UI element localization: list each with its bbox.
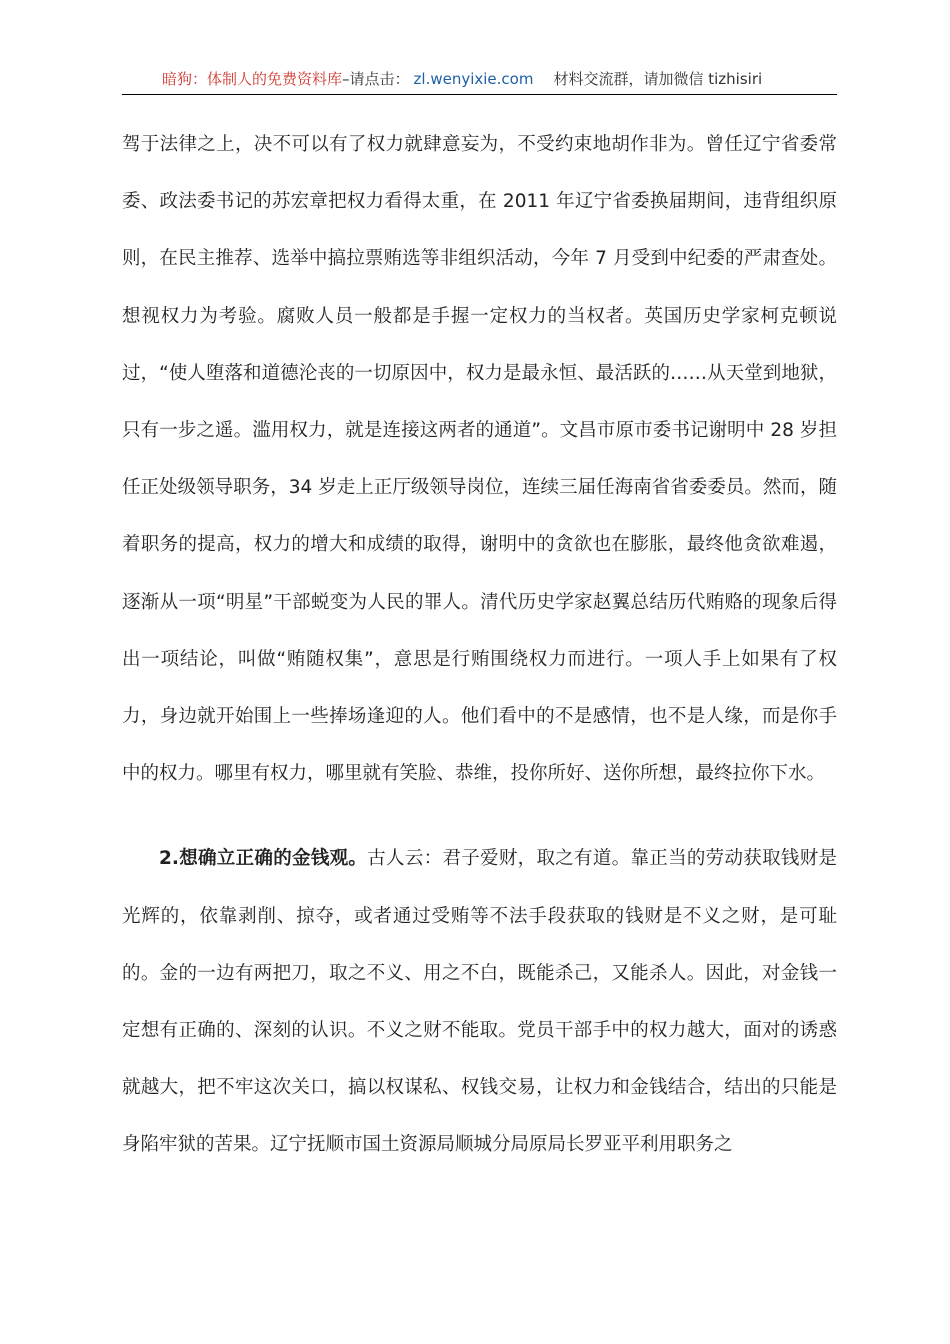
page-header [122, 68, 837, 95]
paragraph-1 [122, 116, 837, 802]
paragraph-2 [122, 830, 837, 1173]
header-wechat-note: 材料交流群，请加微信 tizhisiri [553, 70, 763, 88]
document-body [122, 116, 837, 1174]
header-click-prompt: –请点击： [342, 70, 410, 88]
paragraph-1-text: 驾于法律之上，决不可以有了权力就肆意妄为，不受约束地胡作非为。曾任辽宁省委常委、政法委书记的苏宏章把权力看得太重，在 2011 年辽宁省委换届期间，违背组织原则，在民主推荐、选举中搞拉票贿选等非组织活动，今年 7 月受到中纪委的严肃查处。想视权力为考验。腐败人员一般都是手握一定权力的当权者。英国历史学家柯克顿说过，“使人堕落和道德沦丧的一切原因中，权力是最永恒、最活跃的……从天堂到地狱，只有一步之遥。滥用权力，就是连接这两者的通道”。文昌市原市委书记谢明中 28 岁担任正处级领导职务，34 岁走上正厅级领导岗位，连续三届任海南省省委委员。然而，随着职务的提高，权力的增大和成绩的取得，谢明中的贪欲也在膨胀，最终他贪欲难遏，逐渐从一项“明星”干部蜕变为人民的罪人。清代历史学家赵翼总结历代贿赂的现象后得出一项结论，叫做“贿随权集”，意思是行贿围绕权力而进行。一项人手上如果有了权力，身边就开始围上一些捧场逢迎的人。他们看中的不是感情，也不是人缘，而是你手中的权力。哪里有权力，哪里就有笑脸、恭维，投你所好、送你所想，最终拉你下水。 [122, 134, 837, 785]
paragraph-2-heading: 2.想确立正确的金钱观。 [159, 848, 368, 870]
header-site-link[interactable]: zl.wenyixie.com [413, 70, 534, 88]
header-brand: 暗狗：体制人的免费资料库 [162, 70, 343, 88]
paragraph-2-text: 古人云：君子爱财，取之有道。靠正当的劳动获取钱财是光辉的，依靠剥削、掠夺，或者通过受贿等不法手段获取的钱财是不义之财，是可耻的。金的一边有两把刀，取之不义、用之不白，既能杀己，又能杀人。因此，对金钱一定想有正确的、深刻的认识。不义之财不能取。党员干部手中的权力越大，面对的诱惑就越大，把不牢这次关口，搞以权谋私、权钱交易，让权力和金钱结合，结出的只能是身陷牢狱的苦果。辽宁抚顺市国土资源局顺城分局原局长罗亚平利用职务之 [122, 848, 837, 1156]
